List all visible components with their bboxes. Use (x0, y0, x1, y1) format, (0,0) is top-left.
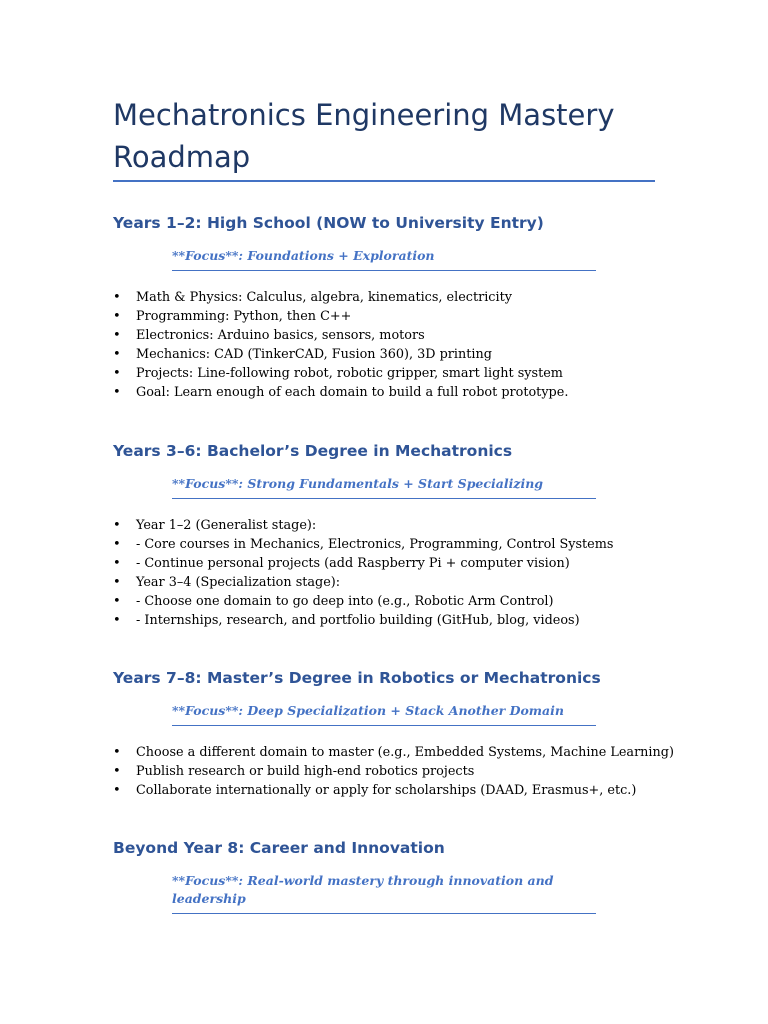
list-item (113, 554, 673, 573)
list-item (113, 781, 673, 800)
list-item-text: Math & Physics: Calculus, algebra, kinematics, electricity (136, 290, 512, 305)
list-item-text: Year 1–2 (Generalist stage): (136, 518, 317, 533)
list-item-text: Publish research or build high-end robotics projects (136, 764, 475, 780)
section-master (113, 667, 673, 800)
document-title: Mechatronics Engineering Mastery Roadmap (113, 98, 615, 174)
list-item-text: Choose a different domain to master (e.g., Embedded Systems, Machine Learning) (136, 745, 674, 760)
list-item (113, 516, 673, 535)
list-item-text: - Continue personal projects (add Raspberry Pi + computer vision) (136, 556, 570, 572)
bullet-icon: • (113, 385, 121, 401)
section-focus: **Focus**: Deep Specialization + Stack Another Domain (172, 702, 596, 726)
list-item-text: Collaborate internationally or apply for scholarships (DAAD, Erasmus+, etc.) (136, 783, 637, 799)
list-item-text: Electronics: Arduino basics, sensors, motors (136, 328, 425, 344)
list-item-text: Programming: Python, then C++ (136, 309, 352, 325)
bullet-icon: • (113, 518, 121, 533)
bullet-icon: • (113, 745, 121, 760)
section-beyond (113, 837, 673, 914)
list-item (113, 592, 673, 611)
list-item-text: - Choose one domain to go deep into (e.g., Robotic Arm Control) (136, 594, 554, 610)
bullet-icon: • (113, 328, 121, 344)
bullet-icon: • (113, 347, 121, 363)
bullet-icon: • (113, 366, 121, 382)
list-item (113, 364, 673, 383)
bullet-icon: • (113, 309, 121, 325)
list-item (113, 383, 673, 402)
section-focus: **Focus**: Foundations + Exploration (172, 247, 596, 271)
list-item (113, 762, 673, 781)
list-item-text: Year 3–4 (Specialization stage): (136, 575, 341, 591)
list-item-text: - Core courses in Mechanics, Electronics, Programming, Control Systems (136, 537, 614, 553)
section-high-school (113, 212, 673, 403)
bullet-icon: • (113, 290, 121, 305)
bullet-icon: • (113, 537, 121, 553)
bullet-icon: • (113, 613, 121, 629)
bullet-icon: • (113, 556, 121, 572)
list-item-text: Projects: Line-following robot, robotic gripper, smart light system (136, 366, 563, 382)
list-item-text: - Internships, research, and portfolio building (GitHub, blog, videos) (136, 613, 580, 629)
list-item (113, 535, 673, 554)
bullet-icon: • (113, 783, 121, 799)
list-item (113, 611, 673, 630)
list-item-text: Mechanics: CAD (TinkerCAD, Fusion 360), 3D printing (136, 347, 492, 363)
bullet-icon: • (113, 575, 121, 591)
list-item (113, 307, 673, 326)
section-heading: Years 3–6: Bachelor’s Degree in Mechatronics (113, 442, 513, 460)
list-item-text: Goal: Learn enough of each domain to build a full robot prototype. (136, 385, 569, 401)
section-heading: Beyond Year 8: Career and Innovation (113, 839, 445, 857)
list-item (113, 573, 673, 592)
bullet-list (113, 516, 673, 631)
list-item (113, 326, 673, 345)
section-focus: **Focus**: Strong Fundamentals + Start Specializing (172, 475, 596, 499)
title-underline (113, 180, 655, 182)
bullet-icon: • (113, 594, 121, 610)
bullet-icon: • (113, 764, 121, 780)
list-item (113, 288, 673, 307)
bullet-list (113, 288, 673, 403)
section-bachelor (113, 440, 673, 631)
section-heading: Years 1–2: High School (NOW to University Entry) (113, 214, 544, 232)
list-item (113, 743, 673, 762)
section-focus: **Focus**: Real-world mastery through innovation and leadership (172, 872, 596, 914)
bullet-list (113, 743, 673, 800)
section-heading: Years 7–8: Master’s Degree in Robotics or Mechatronics (113, 669, 601, 687)
list-item (113, 345, 673, 364)
